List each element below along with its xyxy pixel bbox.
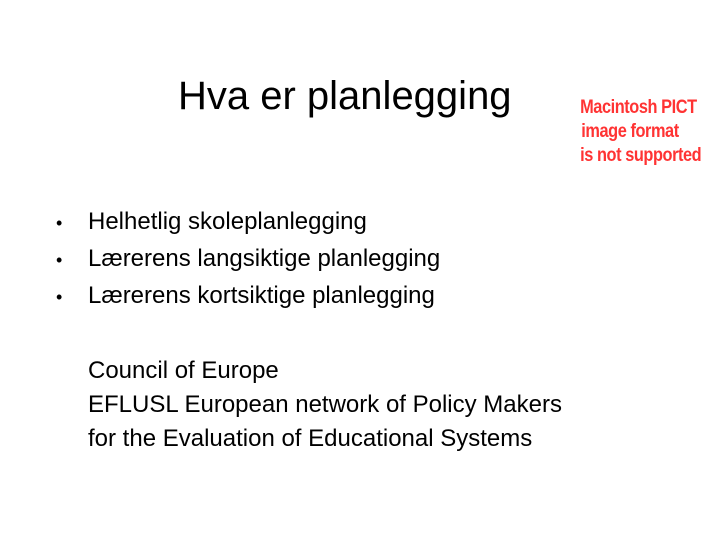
placeholder-line: is not supported — [580, 145, 702, 166]
bullet-list — [56, 204, 440, 315]
slide-title: Hva er planlegging — [178, 74, 512, 118]
source-notes — [88, 354, 562, 456]
placeholder-line: image format — [581, 121, 679, 142]
bullet-icon: • — [56, 250, 63, 270]
bullet-icon: • — [56, 213, 63, 233]
bullet-text: Lærerens langsiktige planlegging — [88, 245, 441, 272]
bullet-text: Lærerens kortsiktige planlegging — [88, 282, 435, 309]
bullet-item — [56, 241, 440, 278]
bullet-item — [56, 204, 440, 241]
note-line: EFLUSL European network of Policy Makers — [88, 391, 562, 418]
note-line: for the Evaluation of Educational Systems — [88, 425, 533, 452]
bullet-text: Helhetlig skoleplanlegging — [88, 208, 367, 235]
bullet-icon: • — [56, 287, 63, 307]
placeholder-line: Macintosh PICT — [580, 97, 697, 118]
note-line: Council of Europe — [88, 357, 279, 384]
bullet-item — [56, 278, 440, 315]
unsupported-image-placeholder — [580, 96, 702, 168]
